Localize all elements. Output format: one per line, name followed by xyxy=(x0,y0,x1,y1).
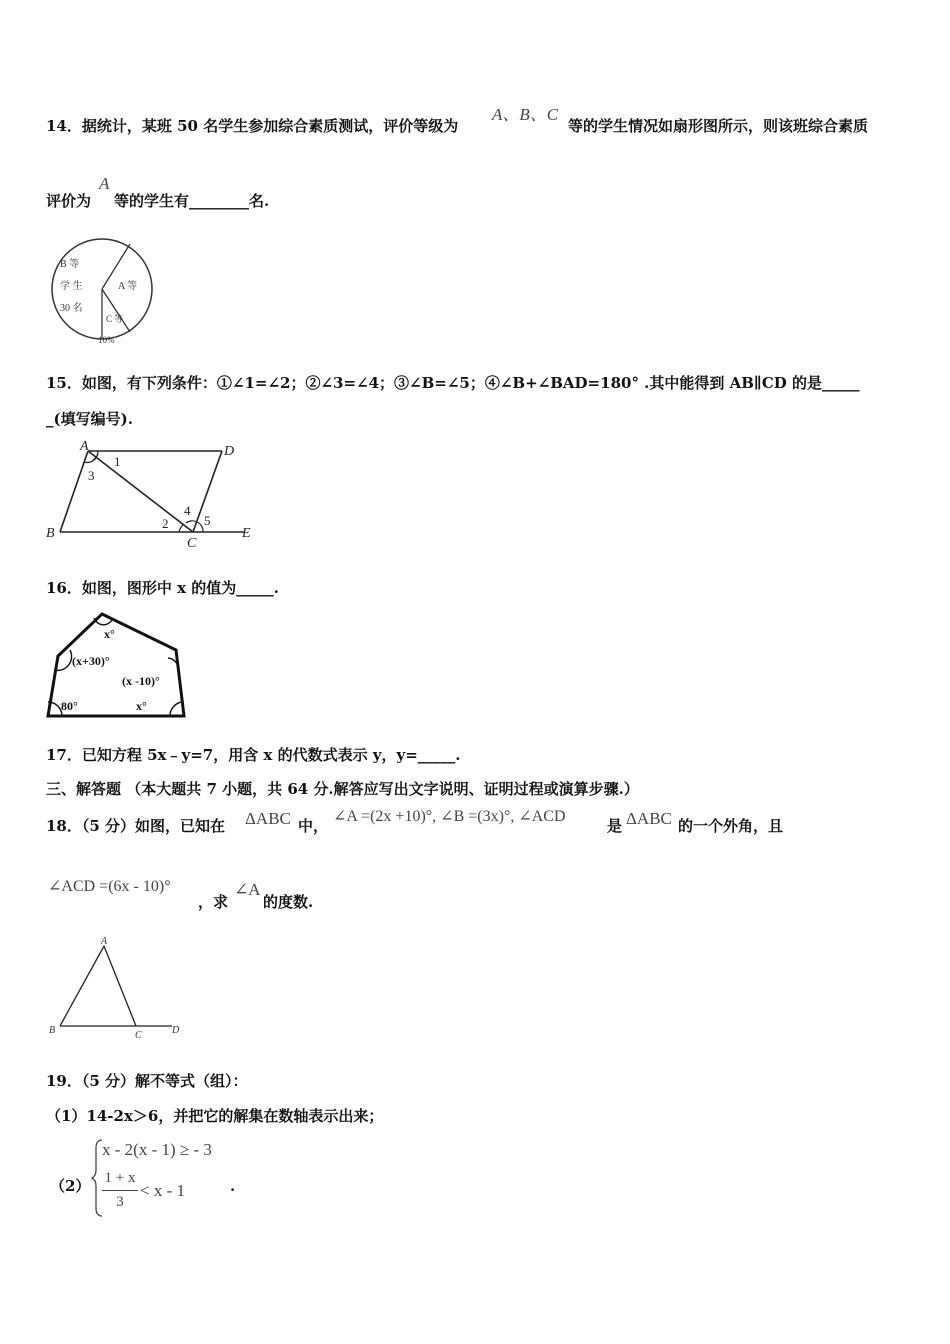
pie-b-label-1: B 等 xyxy=(60,259,80,270)
q18-text-e: ，求 xyxy=(198,893,229,911)
pie-divider-ca xyxy=(102,289,130,332)
inequality-2-rest: < x - 1 xyxy=(140,1181,185,1200)
pie-b-label-2: 学 生 xyxy=(60,281,83,292)
q19-title: 19．（5 分）解不等式（组）： xyxy=(46,1072,248,1090)
q16-label-bottom-right: x° xyxy=(136,699,147,713)
q14-line1a: 14．据统计，某班 50 名学生参加综合素质测试，评价等级为 xyxy=(46,117,459,135)
fraction-numerator: 1 + x xyxy=(104,1170,136,1186)
q15-angle-2: 2 xyxy=(162,516,169,531)
q16-label-left: (x+30)° xyxy=(72,654,110,668)
q18-text-a: 18．（5 分）如图，已知在 xyxy=(46,817,226,835)
q16-label-right: (x -10)° xyxy=(122,674,160,688)
q18-text-b: 中， xyxy=(298,817,329,835)
q18-text-d: 的一个外角，且 xyxy=(678,817,784,835)
q18-label-D: D xyxy=(172,1025,180,1036)
q15-label-A: A xyxy=(80,439,89,454)
q14-grades: A、B、C xyxy=(492,105,559,124)
q16-label-bottom-left: 80° xyxy=(61,699,78,713)
q18-triangle: ΔABC xyxy=(245,809,291,828)
q15-angle-4: 4 xyxy=(184,503,191,518)
q15-line2: _(填写编号). xyxy=(46,410,133,428)
q18-label-C: C xyxy=(135,1030,142,1041)
q14-grade-a: A xyxy=(99,174,110,193)
system-period: . xyxy=(230,1177,236,1195)
q19-part-1: （1）14-2x＞6，并把它的解集在数轴表示出来； xyxy=(46,1107,384,1125)
q14-line2b: 等的学生有________名. xyxy=(114,192,270,210)
q16-label-top: x° xyxy=(104,627,115,641)
q15-figure xyxy=(44,438,264,550)
q15-label-B: B xyxy=(46,526,55,541)
q16-line: 16．如图，图形中 x 的值为_____. xyxy=(46,579,279,597)
q18-triangle-2: ΔABC xyxy=(626,809,672,828)
q18-text-f: 的度数. xyxy=(263,893,314,911)
fraction-bar xyxy=(102,1190,138,1191)
q18-label-B: B xyxy=(49,1025,56,1036)
inequality-1: x - 2(x - 1) ≥ - 3 xyxy=(102,1140,212,1159)
pie-chart xyxy=(46,232,161,350)
q15-angle-5: 5 xyxy=(204,513,211,528)
pie-c-label: C 等 xyxy=(106,314,124,324)
q15-label-C: C xyxy=(187,536,197,550)
q15-label-E: E xyxy=(242,526,251,541)
q18-angle-a: ∠A xyxy=(234,880,261,899)
pie-c-percent: 10% xyxy=(98,335,115,345)
q14-line2a: 评价为 xyxy=(46,192,92,210)
q15-angle-3: 3 xyxy=(88,468,95,483)
q18-acd: ∠ACD =(6x - 10)° xyxy=(48,878,171,895)
q15-label-D: D xyxy=(224,444,235,459)
q18-triangle-figure xyxy=(44,934,190,1042)
section-3-heading: 三、解答题 （本大题共 7 小题，共 64 分.解答应写出文字说明、证明过程或演算步骤.） xyxy=(46,780,639,798)
q17-line: 17．已知方程 5x﹣y=7，用含 x 的代数式表示 y，y=_____. xyxy=(46,746,461,764)
q16-pentagon xyxy=(44,608,190,720)
q14-line1b: 等的学生情况如扇形图所示，则该班综合素质 xyxy=(568,117,869,135)
q18-conditions: ∠A =(2x +10)°, ∠B =(3x)°, ∠ACD xyxy=(333,808,566,825)
q19-part-2-label: （2） xyxy=(50,1177,91,1195)
q15-angle-1: 1 xyxy=(114,454,121,469)
q18-label-A: A xyxy=(101,936,108,947)
q18-text-c: 是 xyxy=(607,817,623,835)
q15-line1: 15．如图，有下列条件：①∠1=∠2；②∠3=∠4；③∠B=∠5；④∠B+∠BAD=180° .其中能得到 AB∥CD 的是_____ xyxy=(46,374,860,392)
pie-a-label: A 等 xyxy=(118,281,138,292)
fraction-denominator: 3 xyxy=(116,1194,124,1210)
pie-b-label-3: 30 名 xyxy=(60,303,83,314)
